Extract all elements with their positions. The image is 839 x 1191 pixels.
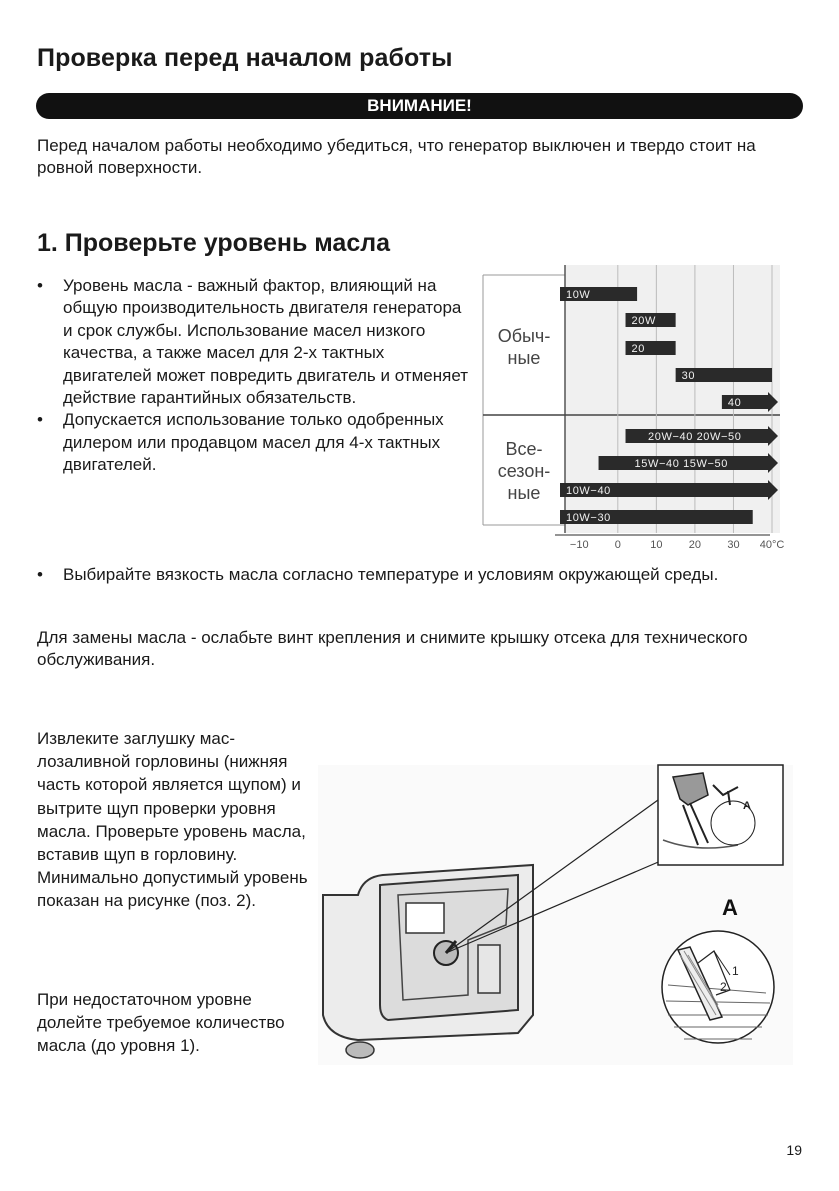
page-number: 19 xyxy=(786,1142,802,1158)
group-label-allseason-2: сезон- xyxy=(497,461,551,481)
x-tick-label: −10 xyxy=(569,539,589,551)
detail-label-a: A xyxy=(722,895,738,920)
viscosity-bullet xyxy=(36,564,796,586)
bullet-approved-oils: • Допускается использование только одобренных дилером или продавцом масел для 4-х тактных двигателей. xyxy=(36,409,472,476)
viscosity-bar-label: 10W xyxy=(566,289,591,301)
viscosity-bar-label: 10W−40 xyxy=(566,485,611,497)
zoom-label-a: A xyxy=(743,800,751,812)
viscosity-bar-label: 20 xyxy=(631,343,645,355)
viscosity-bar-label: 30 xyxy=(681,370,696,382)
group-label-regular-1: Обыч- xyxy=(497,326,551,346)
x-tick-label: 30 xyxy=(727,539,740,551)
oil-bullet-list xyxy=(36,275,472,477)
x-tick-label: 10 xyxy=(650,539,663,551)
detail-circle xyxy=(662,931,774,1043)
warning-banner: ВНИМАНИЕ! xyxy=(36,93,803,119)
viscosity-bar-label: 10W−30 xyxy=(566,512,611,524)
group-label-allseason-3: ные xyxy=(507,483,541,503)
engine-part xyxy=(478,945,500,993)
level-2-label: 2 xyxy=(720,980,727,994)
compartment-label-plate xyxy=(406,903,444,933)
oil-viscosity-chart xyxy=(480,265,785,551)
viscosity-bar-label: 20W−40 20W−50 xyxy=(648,431,742,443)
x-tick-label: 40°C xyxy=(759,539,785,551)
dipstick-instructions: Извлеките заглушку маслозаливной горловины (нижняя часть которой является щупом) и вытрите щуп проверки уровня масла. Проверьте уровень масла, вставив щуп в горловину. Минимально допустимый уровень показан на рисунке (поз. 2). xyxy=(37,729,308,911)
section-title: 1. Проверьте уровень масла xyxy=(37,229,391,257)
page-title: Проверка перед началом работы xyxy=(37,44,453,72)
level-1-label: 1 xyxy=(732,964,739,978)
bullet-oil-importance: • Уровень масла - важный фактор, влияющий на общую производительность двигателя генератора и срок службы. Использование масел низкого качества, а также масел для 2-х тактных двигателей может повредить двигатель и отменяет действие гарантийных обязательств. xyxy=(36,275,472,409)
bullet-viscosity: • Выбирайте вязкость масла согласно температуре и условиям окружающей среды. xyxy=(36,564,796,586)
generator-foot xyxy=(346,1042,374,1058)
refill-instructions: При недостаточном уровне долейте требуемое количество масла (до уровня 1). xyxy=(37,990,285,1056)
group-label-allseason-1: Все- xyxy=(505,439,543,459)
warning-text: Перед началом работы необходимо убедиться, что генератор выключен и твердо стоит на ровной поверхности. xyxy=(37,136,756,177)
viscosity-bar-label: 15W−40 15W−50 xyxy=(634,458,728,470)
viscosity-bar-label: 20W xyxy=(631,315,656,327)
x-tick-label: 20 xyxy=(688,539,702,551)
viscosity-bar-label: 40 xyxy=(727,397,742,409)
oil-change-text: Для замены масла - ослабьте винт крепления и снимите крышку отсека для технического обслуживания. xyxy=(37,628,748,669)
x-tick-label: 0 xyxy=(614,539,621,551)
group-label-regular-2: ные xyxy=(507,348,541,368)
dipstick-illustration xyxy=(318,765,793,1065)
